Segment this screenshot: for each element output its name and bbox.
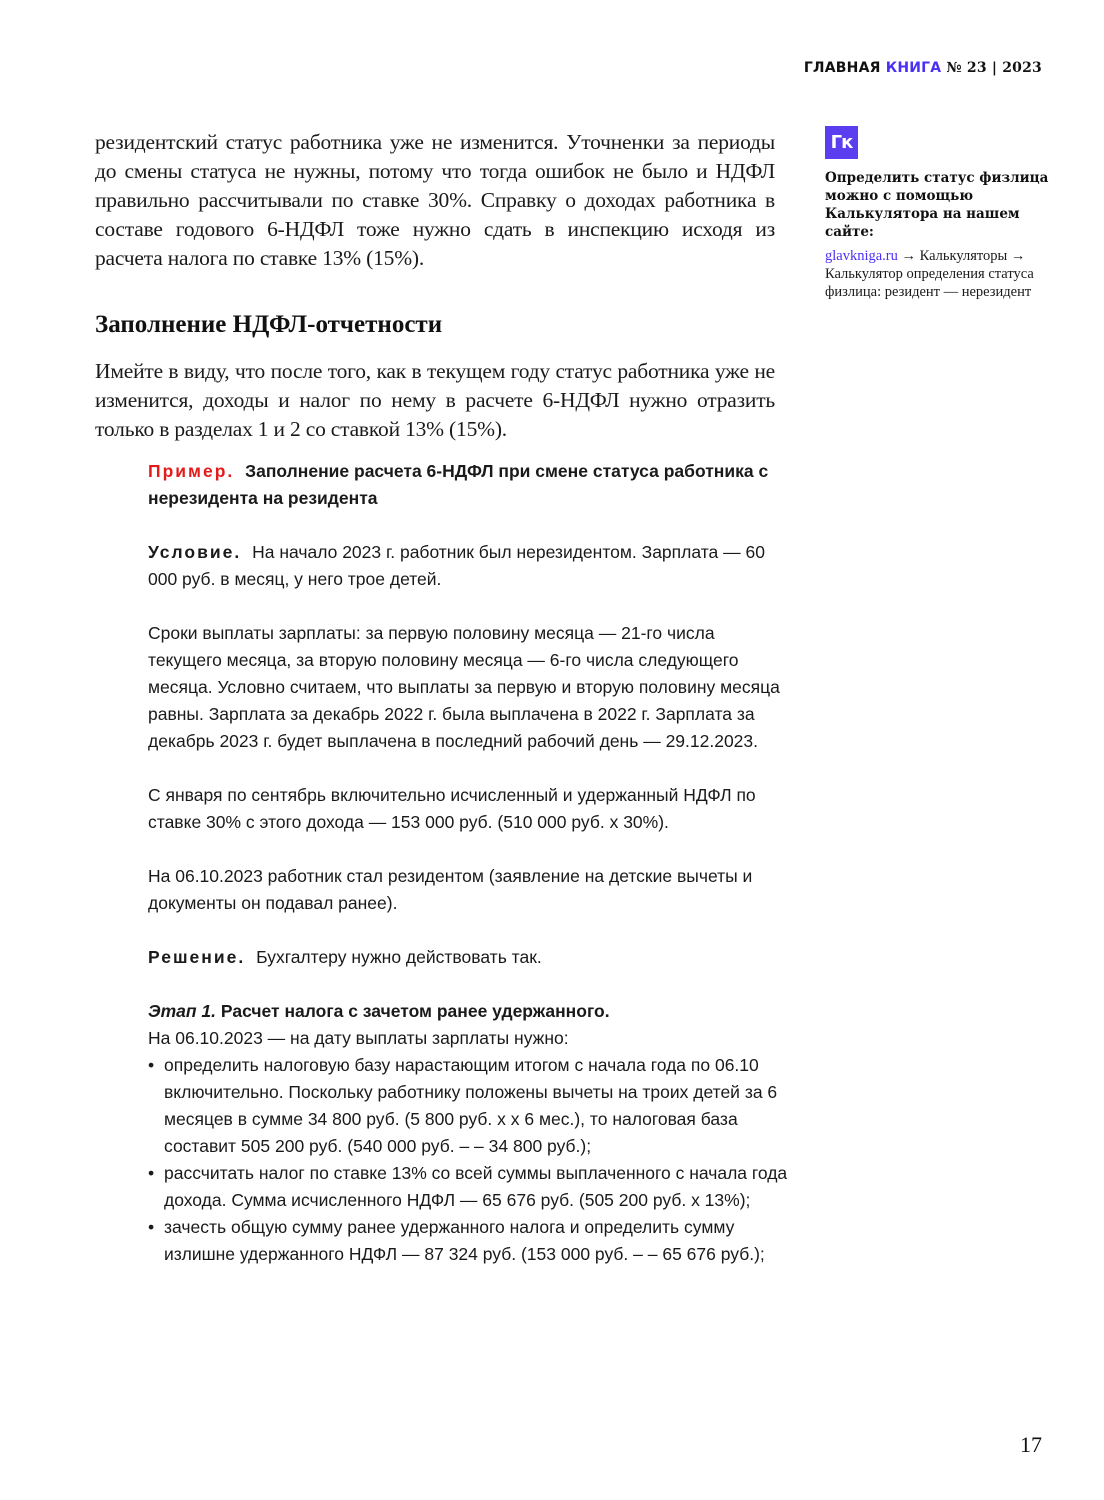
bullet-icon: • [148, 1055, 155, 1075]
example-title: Заполнение расчета 6-НДФЛ при смене статуса работника с нерезидента на резидента [148, 461, 769, 508]
sidebar-title: Определить статус физлица можно с помощью Калькулятора на нашем сайте: [825, 170, 1049, 240]
stage-label: Этап 1. [148, 1001, 217, 1021]
stage-heading [148, 998, 788, 1025]
glavkniga-link[interactable]: glavkniga.ru [825, 248, 898, 264]
main-column [95, 128, 775, 444]
list-item [148, 1214, 788, 1268]
condition-paragraph [148, 539, 788, 593]
section-paragraph: Имейте в виду, что после того, как в текущем году статус работника уже не изменится, доходы и налог по нему в расчете 6-НДФЛ нужно отразить только в разделах 1 и 2 со ставкой 13% (15%). [95, 359, 775, 441]
example-heading [148, 458, 788, 512]
withheld-paragraph: С января по сентябрь включительно исчисленный и удержанный НДФЛ по ставке 30% с этого дохода — 153 000 руб. (510 000 руб. х 30%). [148, 785, 756, 832]
condition-label: Условие. [148, 542, 242, 562]
running-header [804, 60, 1042, 76]
sidebar-path-rest: → Калькуляторы → Калькулятор определения статуса физлица: резидент — нерезидент [825, 248, 1034, 300]
solution-text: Бухгалтеру нужно действовать так. [256, 947, 542, 967]
resident-paragraph: На 06.10.2023 работник стал резидентом (заявление на детские вычеты и документы он подавал ранее). [148, 866, 753, 913]
page-number: 17 [1020, 1432, 1042, 1457]
brand-name-part2: КНИГА [885, 60, 942, 76]
sidebar-path [825, 247, 1050, 301]
list-item-text: определить налоговую базу нарастающим итогом с начала года по 06.10 включительно. Поскольку работнику положены вычеты на троих детей за 6 месяцев в сумме 34 800 руб. (5 800 руб. х х 6 мес.), то налоговая база составит 505 200 руб. (540 000 руб. – – 34 800 руб.); [164, 1055, 778, 1156]
solution-label: Решение. [148, 947, 246, 967]
terms-paragraph: Сроки выплаты зарплаты: за первую половину месяца — 21-го числа текущего месяца, за вторую половину месяца — 6-го числа следующего месяца. Условно считаем, что выплаты за первую и вторую половину месяца равны. Зарплата за декабрь 2022 г. была выплачена в 2022 г. Зарплата за декабрь 2023 г. будет выплачена в последний рабочий день — 29.12.2023. [148, 623, 780, 751]
example-box [148, 458, 788, 1268]
issue-number: № 23 | 2023 [946, 60, 1042, 76]
section-title: Заполнение НДФЛ-отчетности [95, 311, 443, 338]
brand-name-part1: ГЛАВНАЯ [803, 60, 881, 76]
glavkniga-logo-icon: Гк [825, 126, 858, 159]
condition-text: На начало 2023 г. работник был нерезидентом. Зарплата — 60 000 руб. в месяц, у него трое детей. [148, 542, 765, 589]
stage-intro: На 06.10.2023 — на дату выплаты зарплаты нужно: [148, 1028, 569, 1048]
bullet-icon: • [148, 1217, 155, 1237]
list-item [148, 1160, 788, 1214]
sidebar-note [825, 126, 1050, 301]
intro-paragraph: резидентский статус работника уже не изменится. Уточненки за периоды до смены статуса не нужны, потому что тогда ошибок не было и НДФЛ правильно рассчитывали по ставке 30%. Справку о доходах работника в составе годового 6-НДФЛ тоже нужно сдать в инспекцию исходя из расчета налога по ставке 13% (15%). [95, 130, 775, 270]
stage-title: Расчет налога с зачетом ранее удержанного. [220, 1001, 610, 1021]
list-item-text: зачесть общую сумму ранее удержанного налога и определить сумму излишне удержанного НДФЛ — 87 324 руб. (153 000 руб. – – 65 676 руб.); [164, 1217, 765, 1264]
list-item [148, 1052, 788, 1160]
solution-paragraph [148, 944, 788, 971]
bullet-icon: • [148, 1163, 155, 1183]
stage-bullet-list [148, 1052, 788, 1268]
example-label: Пример. [148, 461, 235, 481]
list-item-text: рассчитать налог по ставке 13% со всей суммы выплаченного с начала года дохода. Сумма исчисленного НДФЛ — 65 676 руб. (505 200 руб. х 13%); [164, 1163, 788, 1210]
